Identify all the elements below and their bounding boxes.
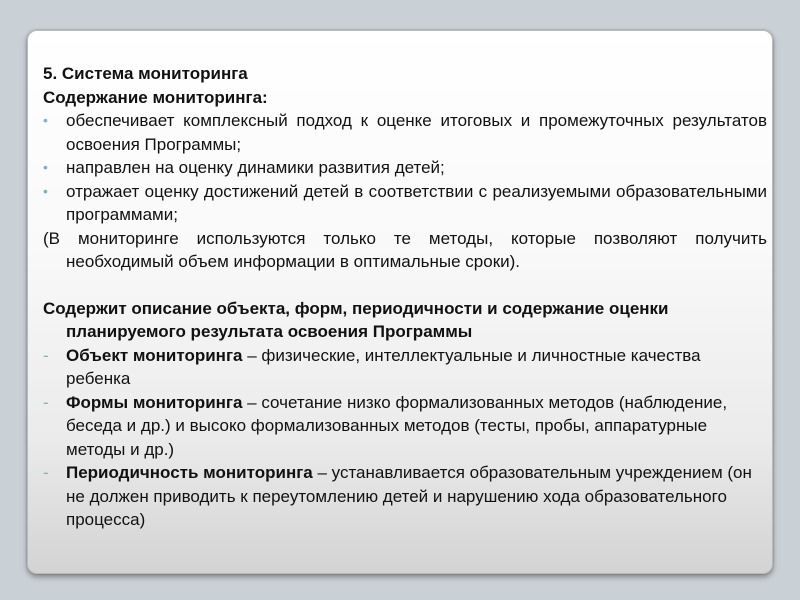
item-term: Формы мониторинга — [66, 392, 243, 412]
dash-marker: - — [43, 345, 49, 365]
item-text: – устанавливается образовательным учреждением (он не должен приводить к переутомлению детей и нарушению хода образовательного процесса) — [66, 463, 752, 529]
bullet-item — [43, 109, 767, 156]
bullet-item — [43, 156, 767, 180]
dash-marker: - — [43, 392, 49, 412]
dash-item-periodicity — [43, 461, 767, 532]
bullet-text: обеспечивает комплексный подход к оценке итоговых и промежуточных результатов освоения Программы; — [66, 111, 767, 154]
bullet-text: отражает оценку достижений детей в соответствии с реализуемыми образовательными программами; — [66, 181, 767, 224]
slide-card — [27, 30, 773, 574]
bullet-item — [43, 180, 767, 227]
section2-heading: Содержит описание объекта, форм, периодичности и содержание оценки планируемого результата освоения Программы — [43, 298, 669, 341]
dash-marker: - — [43, 463, 49, 482]
bullet-marker: • — [43, 112, 48, 128]
bullet-marker: • — [43, 182, 48, 199]
bullet-list — [43, 109, 767, 227]
bullet-marker: • — [43, 159, 48, 175]
spacer — [43, 274, 767, 297]
item-term: Объект мониторинга — [66, 345, 243, 365]
dash-list — [43, 344, 767, 532]
item-text: – физические, интеллектуальные и личностные качества ребенка — [66, 345, 701, 388]
slide-content — [43, 62, 767, 532]
bullet-text: направлен на оценку динамики развития детей; — [66, 158, 445, 177]
methods-note: (В мониторинге используются только те методы, которые позволяют получить необходимый объем информации в оптимальные сроки). — [43, 228, 767, 271]
item-text: – сочетание низко формализованных методов (наблюдение, беседа и др.) и высоко формализованных методов (тесты, пробы, аппаратурные методы и др.) — [66, 392, 728, 459]
section-heading: Содержание мониторинга: — [43, 87, 268, 107]
dash-item-forms — [43, 391, 767, 462]
slide-title: 5. Система мониторинга — [43, 64, 248, 83]
item-term: Периодичность мониторинга — [66, 463, 313, 482]
dash-item-object — [43, 344, 767, 391]
